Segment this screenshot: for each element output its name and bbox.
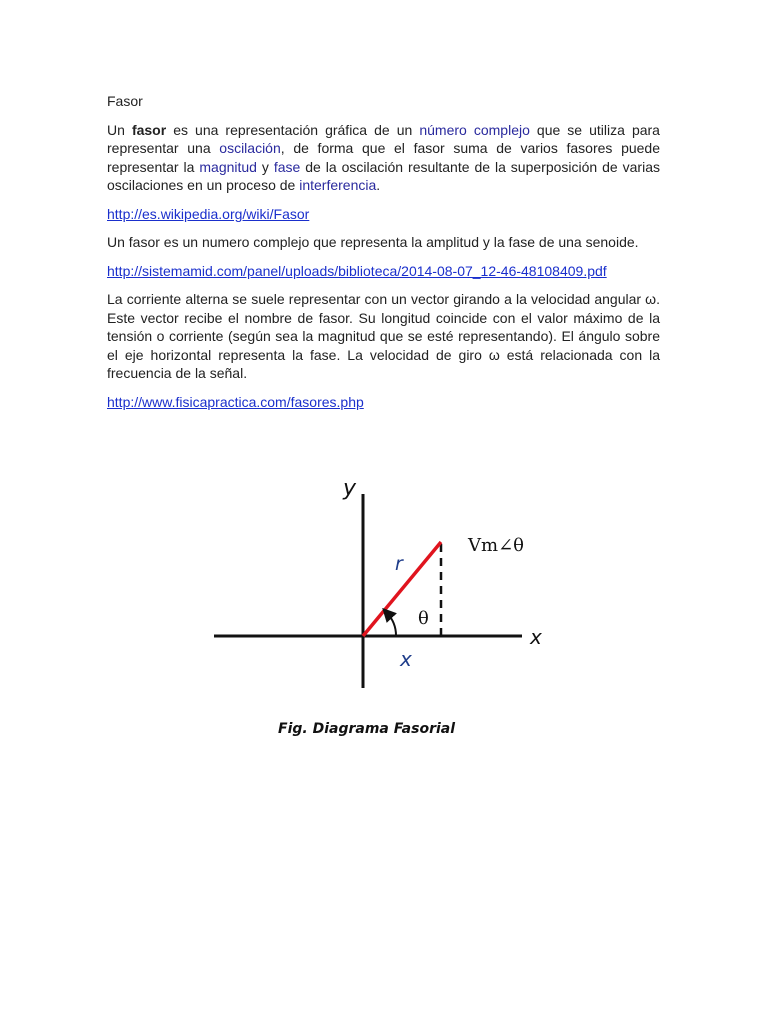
figure-caption: Fig. Diagrama Fasorial [278,721,456,737]
link-fase[interactable]: fase [273,158,301,175]
text-run: que se utiliza para representar una [107,121,660,156]
paragraph-definition [107,121,660,195]
bold-term-fasor: fasor [131,121,167,138]
document-body [107,92,660,421]
paragraph-url-sistemamid [107,262,660,281]
x-component-label: x [400,647,412,671]
text-run: es una representación gráfica de un [166,121,420,138]
angle-arc [387,613,396,636]
link-interferencia[interactable]: interferencia [299,177,377,193]
x-axis-label: x [530,625,542,649]
paragraph-corriente-alterna: La corriente alterna se suele representar con un vector girando a la velocidad angular ω. Este vector recibe el nombre de fasor. Su longitud coincide con el valor máximo de la tensión o corriente (según sea la magnitud que se esté representando). El ángulo sobre el eje horizontal representa la fase. La velocidad de giro ω está relacionada con la frecuencia de la señal. [107,291,660,381]
text-run: y [256,158,274,175]
text-run: Un [107,121,132,138]
phasor-diagram-svg [200,470,540,740]
text-run: de la oscilación resultante de la superposición de varias oscilaciones en un proceso de [107,158,660,193]
document-title: Fasor [107,93,143,109]
y-axis-label: y [343,476,357,501]
phasor-diagram-figure [200,470,540,740]
url-wikipedia[interactable]: http://es.wikipedia.org/wiki/Fasor [107,205,310,222]
url-fisicapractica[interactable]: http://www.fisicapractica.com/fasores.php [107,393,364,410]
link-numero-complejo[interactable]: número complejo [419,121,530,138]
angle-theta-label: θ [418,608,429,629]
text-run: . [376,177,381,193]
tip-magnitude-angle-label: Vm∠θ [468,535,524,556]
link-magnitud[interactable]: magnitud [199,158,257,175]
link-oscilacion[interactable]: oscilación [219,140,281,156]
paragraph-url-wikipedia [107,205,660,224]
url-sistemamid[interactable]: http://sistemamid.com/panel/uploads/biblioteca/2014-08-07_12-46-48108409.pdf [107,262,607,279]
paragraph-url-fisicapractica [107,393,660,412]
vector-r-label: r [395,553,403,575]
text-run: , de forma que el fasor suma de varios fasores puede representar la [107,140,661,175]
paragraph-senoide: Un fasor es un numero complejo que representa la amplitud y la fase de una senoide. [107,234,639,250]
